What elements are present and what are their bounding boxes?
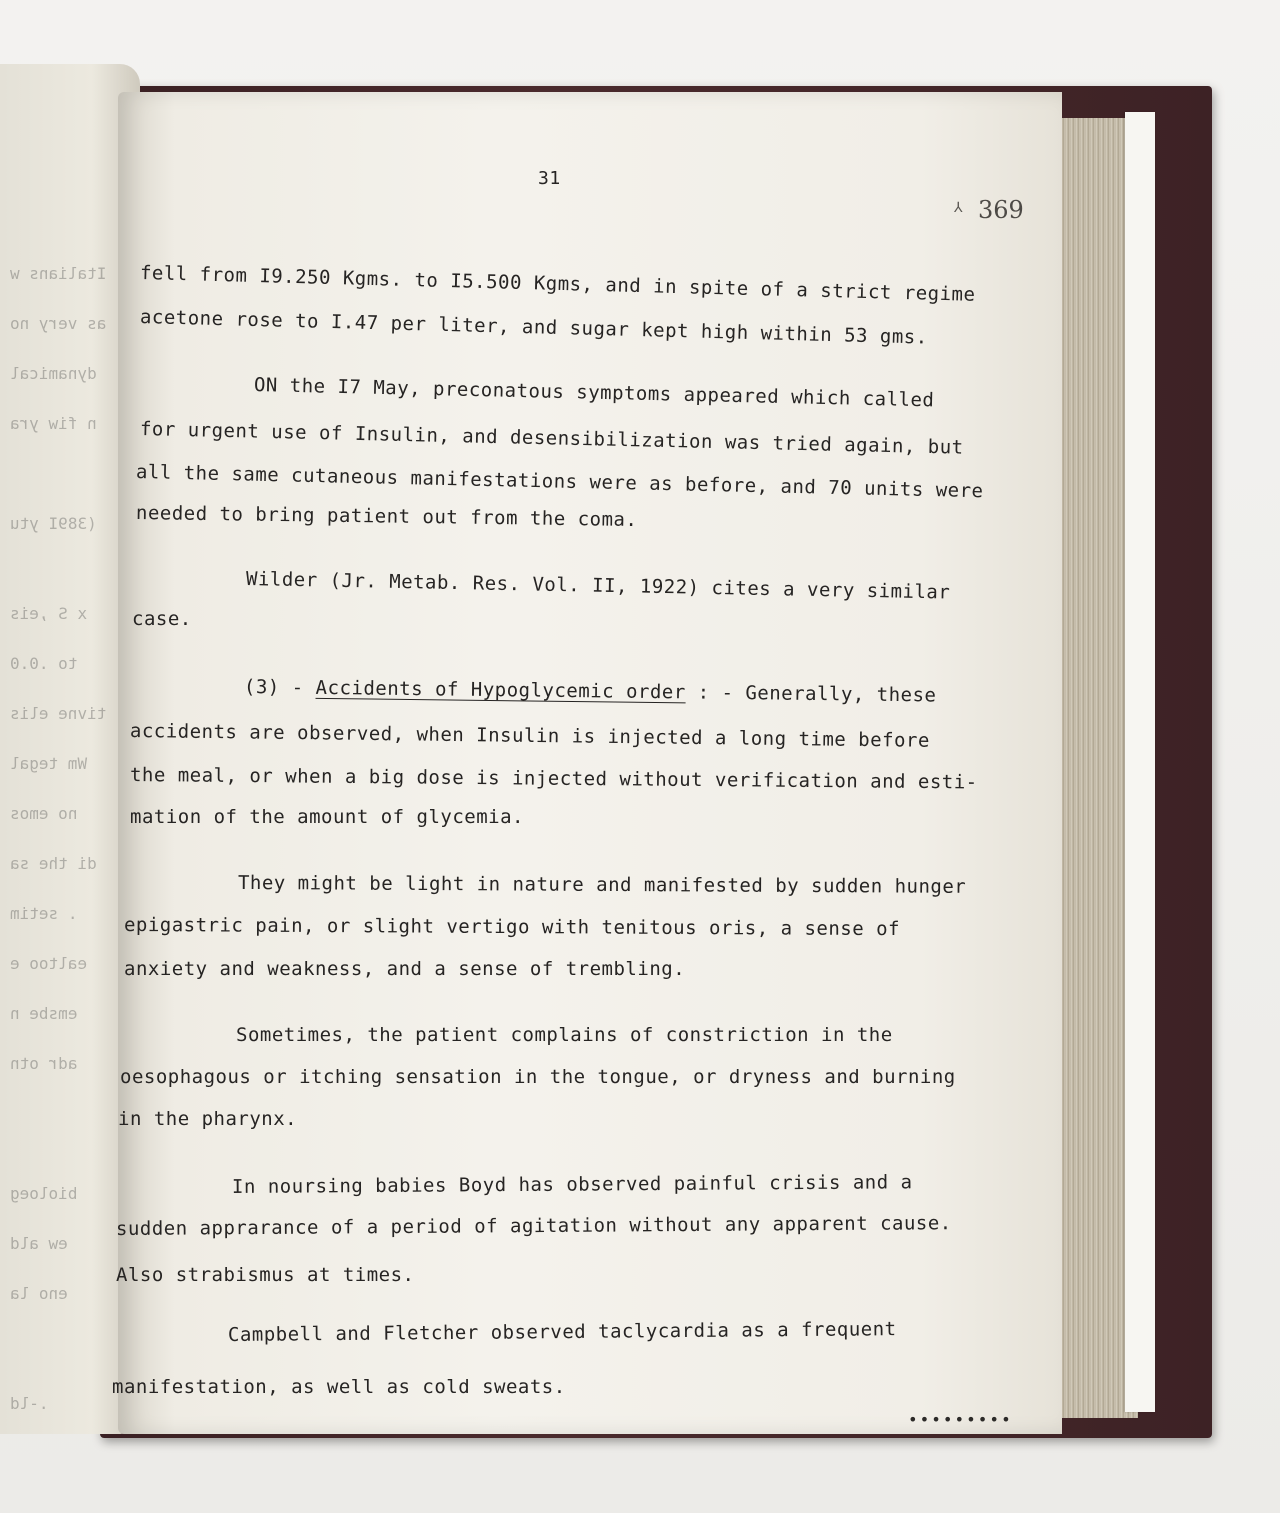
text-line: needed to bring patient out from the coma. [135, 502, 638, 532]
section-number: (3) - [243, 676, 316, 699]
continuation-dots: ••••••••• [908, 1410, 1013, 1429]
page-number: 31 [538, 168, 561, 189]
text-line: Wilder (Jr. Metab. Res. Vol. II, 1922) cites a very similar [245, 568, 951, 604]
text-line: anxiety and weakness, and a sense of trembling. [124, 958, 686, 980]
text-line: all the same cutaneous manifestations were as before, and 70 units were [135, 461, 984, 503]
text-line: They might be light in nature and manifested by sudden hunger [237, 872, 967, 898]
text-line: oesophagous or itching sensation in the tongue, or dryness and burning [120, 1066, 956, 1088]
section-heading: Accidents of Hypoglycemic order [315, 676, 686, 704]
text-line: acetone rose to I.47 per liter, and sugar kept high within 53 gms. [139, 306, 929, 349]
folio-mark: ⅄ [954, 200, 963, 216]
text-line: mation of the amount of glycemia. [130, 806, 524, 828]
text-line: ON the I7 May, preconatous symptoms appeared which called [253, 374, 935, 412]
text-line: Campbell and Fletcher observed taclycardia as a frequent [227, 1318, 897, 1346]
text-line: Also strabismus at times. [116, 1264, 415, 1286]
folio-number: 369 [978, 196, 1024, 224]
text-line: Sometimes, the patient complains of constriction in the [236, 1024, 893, 1046]
text-line: In noursing babies Boyd has observed painful crisis and a [231, 1171, 913, 1198]
text-line: manifestation, as well as cold sweats. [112, 1376, 566, 1398]
text-line: in the pharynx. [118, 1108, 298, 1130]
text-line: for urgent use of Insulin, and desensibilization was tried again, but [139, 418, 964, 459]
text-line: accidents are observed, when Insulin is injected a long time before [129, 720, 930, 752]
text-line: sudden apprarance of a period of agitation without any apparent cause. [115, 1212, 952, 1240]
text-line: the meal, or when a big dose is injected without verification and esti- [129, 764, 978, 794]
loose-sheet [1125, 112, 1155, 1412]
text-line: case. [132, 608, 192, 630]
section-heading-suffix: : - Generally, these [685, 681, 937, 707]
left-facing-page: Italians w as very no dynamical n fiw yra (389I ytu x S ,eis to .0.0 tivne elis Wm tegal no emos di the sa . setim ealtoo e emsbe n adr otn bioloeg ew ald eno la .-ld [0, 64, 140, 1434]
text-line: epigastric pain, or slight vertigo with tenitous oris, a sense of [123, 914, 901, 941]
text-line: fell from I9.250 Kgms. to I5.500 Kgms, and in spite of a strict regime [139, 262, 976, 306]
